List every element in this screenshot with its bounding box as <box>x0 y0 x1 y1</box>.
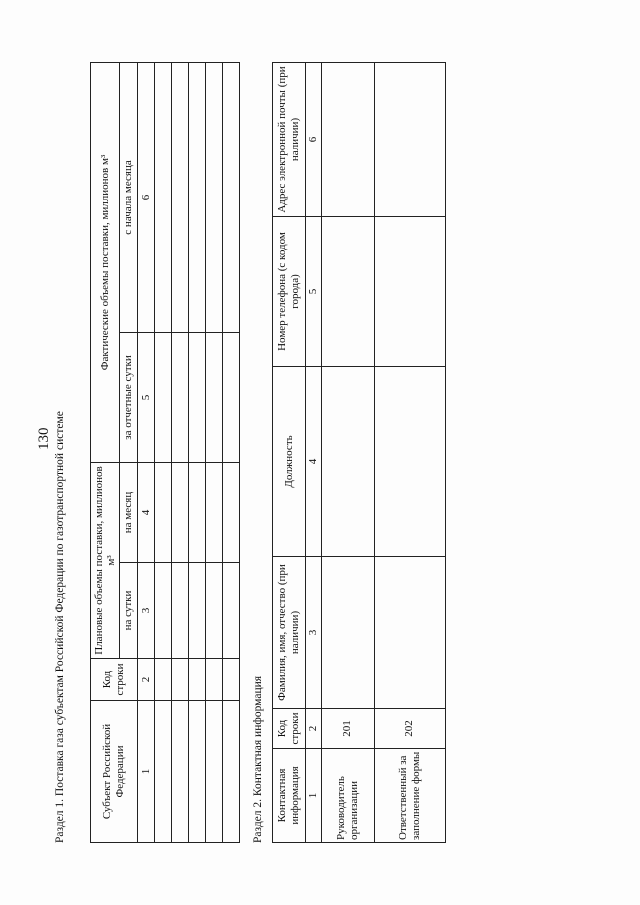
header-actual: Фактические объемы поставки, миллионов м³ <box>91 62 120 462</box>
col-number: 3 <box>306 557 322 709</box>
header-code: Код строки <box>91 659 138 701</box>
header-subject: Субъект Российской Федерации <box>91 701 138 843</box>
table-row <box>374 63 445 843</box>
header-email: Адрес электронной почты (при наличии) <box>273 63 306 217</box>
col-number: 4 <box>306 367 322 557</box>
section2-title: Раздел 2. Контактная информация <box>252 675 264 843</box>
header-planned: Плановые объемы поставки, миллионов м³ <box>91 462 120 658</box>
col-number: 2 <box>138 659 155 701</box>
header-actual-day: за отчетные сутки <box>120 332 138 462</box>
col-number: 1 <box>138 701 155 843</box>
table-row <box>155 62 172 842</box>
col-number: 3 <box>138 563 155 659</box>
header-name: Фамилия, имя, отчество (при наличии) <box>273 557 306 709</box>
row-code: 201 <box>321 709 374 749</box>
table-row <box>189 62 206 842</box>
header-phone: Номер телефона (с кодом города) <box>273 217 306 367</box>
header-position: Должность <box>273 367 306 557</box>
col-number: 1 <box>306 749 322 843</box>
col-number: 2 <box>306 709 322 749</box>
section1-title: Раздел 1. Поставка газа субъектам Российской Федерации по газотранспортной системе <box>54 411 66 843</box>
row-label-responsible: Ответственный за заполнение формы <box>374 749 445 843</box>
col-number: 4 <box>138 462 155 562</box>
col-number: 5 <box>138 332 155 462</box>
col-number: 6 <box>306 63 322 217</box>
row-label-head: Руководитель организации <box>321 749 374 843</box>
header-contact: Контактная информация <box>273 749 306 843</box>
table-row <box>206 62 223 842</box>
table-row <box>223 62 240 842</box>
col-number: 5 <box>306 217 322 367</box>
col-number: 6 <box>138 62 155 332</box>
section2-table <box>272 62 446 843</box>
header-planned-month: на месяц <box>120 462 138 562</box>
table-row <box>172 62 189 842</box>
header-planned-day: на сутки <box>120 563 138 659</box>
row-code: 202 <box>374 709 445 749</box>
table-row <box>321 63 374 843</box>
page-number: 130 <box>36 427 52 450</box>
section1-table <box>90 62 240 843</box>
header-code: Код строки <box>273 709 306 749</box>
header-actual-month: с начала месяца <box>120 62 138 332</box>
